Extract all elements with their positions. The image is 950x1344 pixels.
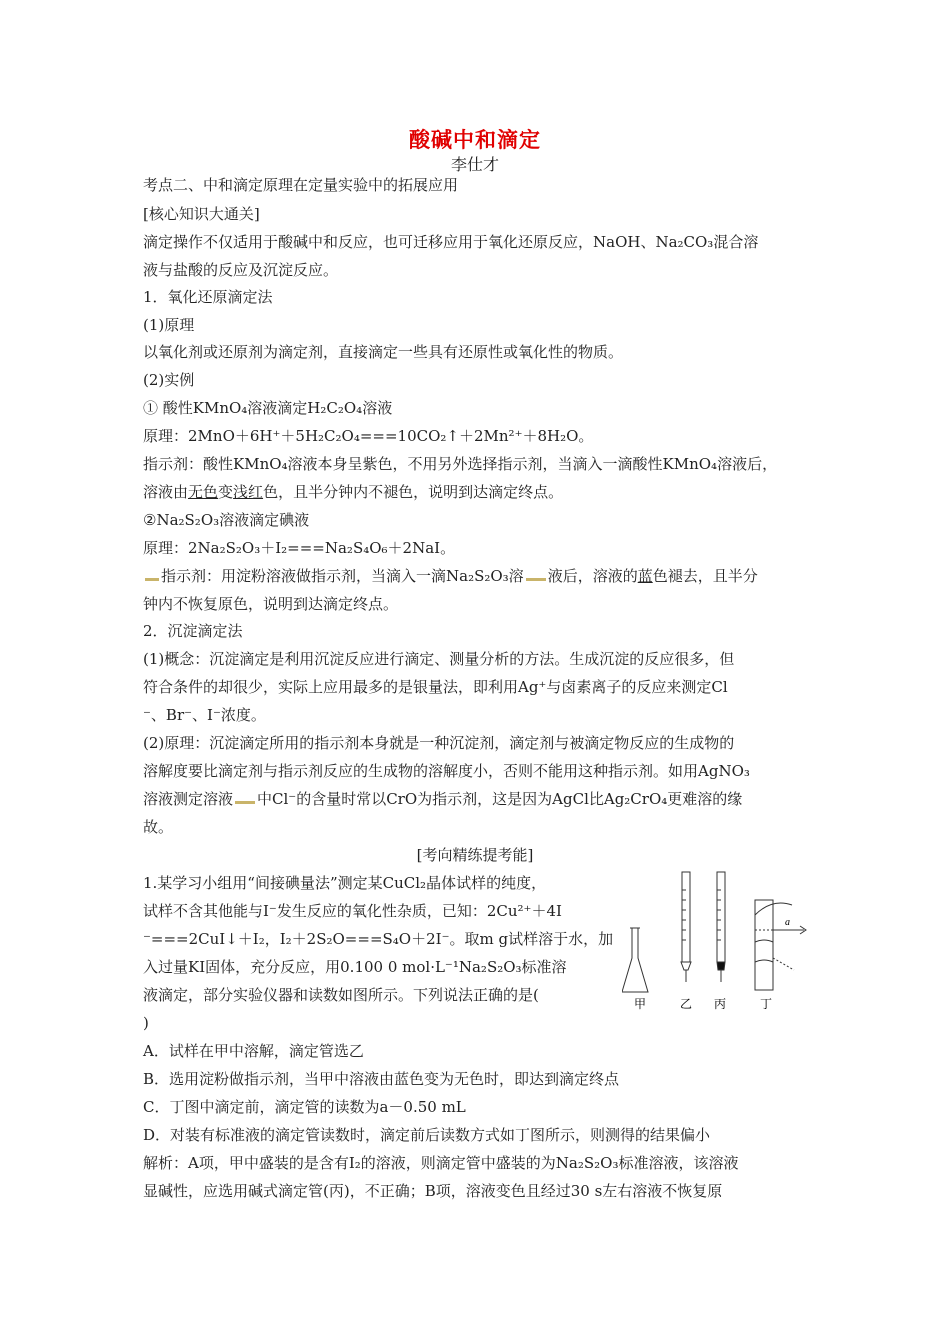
option-c: C．丁图中滴定前，滴定管的读数为a－0.50 mL bbox=[143, 1098, 466, 1116]
principle2-line-1: (2)原理：沉淀滴定所用的指示剂本身就是一种沉淀剂，滴定剂与被滴定物反应的生成物的 bbox=[143, 734, 735, 752]
option-b: B．选用淀粉做指示剂，当甲中溶液由蓝色变为无色时，即达到滴定终点 bbox=[143, 1070, 620, 1088]
fig-label-bing: 丙 bbox=[714, 997, 727, 1010]
subheading-principle: (1)原理 bbox=[143, 316, 195, 334]
question-line-2: 试样不含其他能与I⁻发生反应的氧化性杂质，已知：2Cu²⁺＋4I bbox=[143, 902, 562, 920]
highlight-mark bbox=[235, 801, 255, 804]
fig-label-a: a bbox=[785, 917, 790, 928]
conical-flask-icon bbox=[622, 928, 648, 992]
page-title: 酸碱中和滴定 bbox=[409, 127, 541, 152]
author: 李仕才 bbox=[450, 155, 499, 174]
option-d: D．对装有标准液的滴定管读数时，滴定前后读数方式如丁图所示，则测得的结果偏小 bbox=[143, 1126, 711, 1144]
concept-line-1: (1)概念：沉淀滴定是利用沉淀反应进行滴定、测量分析的方法。生成沉淀的反应很多，但 bbox=[143, 650, 735, 668]
example-2-title: ②Na₂S₂O₃溶液滴定碘液 bbox=[143, 511, 310, 529]
question-line-3: ⁻===2CuI↓＋I₂，I₂＋2S₂O===S₄O＋2I⁻。取m g试样溶于水，加 bbox=[143, 930, 614, 948]
heading-redox: 1．氧化还原滴定法 bbox=[143, 288, 273, 306]
core-header: [核心知识大通关] bbox=[143, 205, 260, 223]
principle-text: 以氧化剂或还原剂为滴定剂，直接滴定一些具有还原性或氧化性的物质。 bbox=[143, 343, 624, 361]
concept-line-2: 符合条件的却很少，实际上应用最多的是银量法，即利用Ag⁺与卤素离子的反应来测定Cl bbox=[143, 678, 728, 696]
example-1-principle: 原理：2MnO＋6H⁺＋5H₂C₂O₄===10CO₂↑＋2Mn²⁺＋8H₂O。 bbox=[143, 427, 594, 445]
intro-line-1: 滴定操作不仅适用于酸碱中和反应，也可迁移应用于氧化还原反应，NaOH、Na₂CO₃混合溶 bbox=[143, 233, 759, 251]
section-heading: 考点二、中和滴定原理在定量实验中的拓展应用 bbox=[143, 176, 459, 194]
question-line-4: 入过量KI固体，充分反应，用0.100 0 mol·L⁻¹Na₂S₂O₃标准溶 bbox=[143, 958, 567, 976]
question-line-5: 液滴定，部分实验仪器和读数如图所示。下列说法正确的是( bbox=[143, 986, 539, 1004]
text-span: 色褪去，且半分 bbox=[652, 567, 758, 585]
concept-line-3: ⁻、Br⁻、I⁻浓度。 bbox=[143, 706, 266, 724]
text-span: 色，且半分钟内不褪色，说明到达滴定终点。 bbox=[263, 483, 564, 501]
highlight-mark bbox=[526, 578, 546, 581]
burette-reading-diagram bbox=[755, 900, 806, 990]
underlined-light-red: 浅红 bbox=[233, 483, 264, 501]
text-span: 变 bbox=[218, 483, 234, 501]
highlight-mark bbox=[145, 578, 159, 581]
answer-line-2: 显碱性，应选用碱式滴定管(丙)，不正确；B项，溶液变色且经过30 s左右溶液不恢复原 bbox=[143, 1182, 723, 1200]
answer-line-1: 解析：A项，甲中盛装的是含有I₂的溶液，则滴定管中盛装的为Na₂S₂O₃标准溶液，该溶液 bbox=[143, 1154, 739, 1172]
acid-burette-icon bbox=[681, 872, 691, 982]
principle2-line-3 bbox=[143, 785, 742, 813]
underlined-blue: 蓝 bbox=[637, 567, 653, 585]
text-span: 中Cl⁻的含量时常以CrO为指示剂，这是因为AgCl比Ag₂CrO₄更难溶的缘 bbox=[257, 790, 743, 808]
question-line-6: ) bbox=[143, 1014, 149, 1032]
principle2-line-2: 溶解度要比滴定剂与指示剂反应的生成物的溶解度小，否则不能用这种指示剂。如用AgNO₃ bbox=[143, 762, 750, 780]
example-1-indicator-1: 指示剂：酸性KMnO₄溶液本身呈紫色，不用另外选择指示剂，当滴入一滴酸性KMnO₄溶液后， bbox=[143, 455, 778, 473]
intro-line-2: 液与盐酸的反应及沉淀反应。 bbox=[143, 261, 339, 279]
subheading-examples: (2)实例 bbox=[143, 371, 195, 389]
option-a: A．试样在甲中溶解，滴定管选乙 bbox=[143, 1042, 364, 1060]
underlined-colorless: 无色 bbox=[188, 483, 219, 501]
text-span: 液后，溶液的 bbox=[547, 567, 638, 585]
example-2-principle: 原理：2Na₂S₂O₃＋I₂===Na₂S₄O₆＋2NaI。 bbox=[143, 539, 456, 557]
base-burette-icon bbox=[717, 872, 725, 982]
question-line-1: 1.某学习小组用“间接碘量法”测定某CuCl₂晶体试样的纯度， bbox=[143, 874, 547, 892]
text-span: 溶液测定溶液 bbox=[143, 790, 234, 808]
example-2-indicator-2: 钟内不恢复原色，说明到达滴定终点。 bbox=[143, 595, 399, 613]
principle2-line-4: 故。 bbox=[143, 818, 174, 836]
fig-label-ding: 丁 bbox=[760, 997, 773, 1010]
practice-header: [考向精练提考能] bbox=[416, 846, 534, 864]
text-span: 指示剂：用淀粉溶液做指示剂，当滴入一滴Na₂S₂O₃溶 bbox=[161, 567, 524, 585]
example-2-indicator-1 bbox=[143, 562, 758, 590]
fig-label-jia: 甲 bbox=[634, 997, 647, 1010]
example-1-title: ① 酸性KMnO₄溶液滴定H₂C₂O₄溶液 bbox=[143, 399, 393, 417]
text-span: 溶液由 bbox=[143, 483, 189, 501]
heading-precipitation: 2．沉淀滴定法 bbox=[143, 622, 243, 640]
fig-label-yi: 乙 bbox=[680, 997, 693, 1010]
titration-apparatus-figure bbox=[622, 870, 812, 1010]
example-1-indicator-2 bbox=[143, 478, 563, 506]
